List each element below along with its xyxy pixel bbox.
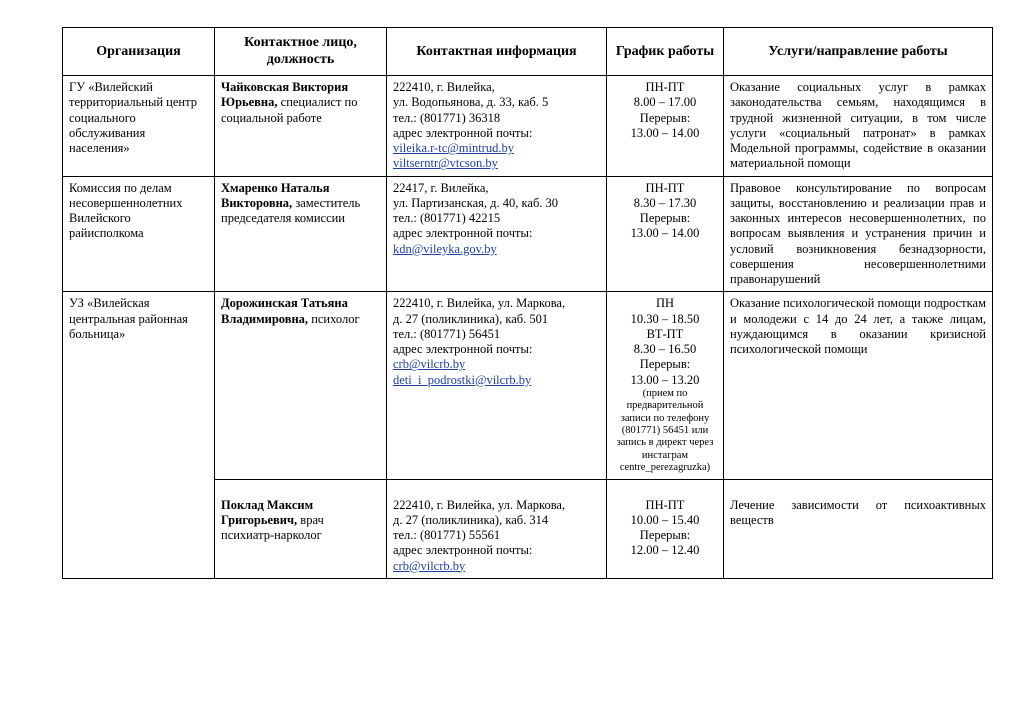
cell-contact-person bbox=[215, 479, 387, 578]
cell-organization: УЗ «Вилейская центральная районная больница» bbox=[63, 292, 215, 578]
schedule-days: ПН-ПТ bbox=[645, 180, 685, 195]
table-row bbox=[63, 176, 993, 292]
contact-address: 222410, г. Вилейка, bbox=[393, 80, 495, 95]
column-header-services: Услуги/направление работы bbox=[724, 28, 993, 76]
contact-street: д. 27 (поликлиника), каб. 314 bbox=[393, 512, 549, 527]
cell-contact-info bbox=[387, 292, 607, 479]
schedule-hours: 8.00 – 17.00 bbox=[633, 95, 697, 110]
schedule-break-label: Перерыв: bbox=[639, 110, 691, 125]
contact-email-label: адрес электронной почты: bbox=[393, 543, 533, 558]
cell-contact-info bbox=[387, 479, 607, 578]
contact-street: д. 27 (поликлиника), каб. 501 bbox=[393, 311, 549, 326]
email-link[interactable]: crb@vilcrb.by bbox=[393, 357, 466, 372]
schedule-break-hours: 13.00 – 14.00 bbox=[630, 125, 700, 140]
contact-phone: тел.: (801771) 42215 bbox=[393, 211, 501, 226]
contact-street: ул. Водопьянова, д. 33, каб. 5 bbox=[393, 95, 549, 110]
contact-phone: тел.: (801771) 56451 bbox=[393, 326, 501, 341]
cell-services bbox=[724, 479, 993, 578]
column-header-contact-info: Контактная информация bbox=[387, 28, 607, 76]
person-name: Чайковская Виктория Юрьевна, bbox=[221, 80, 349, 110]
schedule-hours: 10.30 – 18.50 bbox=[630, 311, 700, 326]
services-text: Лечение зависимости от психоактивных веществ bbox=[730, 497, 986, 527]
cell-schedule bbox=[607, 76, 724, 177]
cell-schedule bbox=[607, 176, 724, 292]
person-role: специалист по социальной работе bbox=[221, 95, 358, 125]
person-role: врач психиатр-нарколог bbox=[221, 512, 324, 543]
column-header-schedule: График работы bbox=[607, 28, 724, 76]
schedule-break-label: Перерыв: bbox=[639, 528, 691, 543]
table-row bbox=[63, 76, 993, 177]
cell-contact-person bbox=[215, 176, 387, 292]
schedule-days: ПН bbox=[655, 296, 675, 311]
cell-services: Правовое консультирование по вопросам защиты, восстановлению и реализации прав и законных интересов несовершеннолетних, по вопросам выявления и устранения причин и условий возникновения безнадзорности, совершения несовершеннолетними правонарушений bbox=[724, 176, 993, 292]
email-link[interactable]: viltserntr@vtcson.by bbox=[393, 156, 498, 171]
contact-email-label: адрес электронной почты: bbox=[393, 226, 533, 241]
contact-address: 222410, г. Вилейка, ул. Маркова, bbox=[393, 497, 566, 512]
email-link[interactable]: vileika.r-tc@mintrud.by bbox=[393, 141, 514, 156]
person-name: Дорожинская Татьяна Владимировна, bbox=[221, 296, 348, 326]
contact-email-label: адрес электронной почты: bbox=[393, 342, 533, 357]
schedule-hours: 8.30 – 17.30 bbox=[633, 195, 697, 210]
cell-services: Оказание социальных услуг в рамках законодательства семьям, находящимся в трудной жизненной ситуации, в том числе услуги «социальный патронат» в рамках Модельной программы, содействие в оказании материальной помощи bbox=[724, 76, 993, 177]
schedule-hours-2: 8.30 – 16.50 bbox=[633, 342, 697, 357]
schedule-break-hours: 12.00 – 12.40 bbox=[630, 543, 700, 558]
cell-organization: ГУ «Вилейский территориальный центр социального обслуживания населения» bbox=[63, 76, 215, 177]
table-header-row bbox=[63, 28, 993, 76]
schedule-break-label: Перерыв: bbox=[639, 357, 691, 372]
person-name: Хмаренко Наталья Викторовна, bbox=[221, 180, 330, 210]
column-header-organization: Организация bbox=[63, 28, 215, 76]
column-header-contact-person: Контактное лицо, должность bbox=[215, 28, 387, 76]
cell-contact-person bbox=[215, 76, 387, 177]
schedule-days: ПН-ПТ bbox=[645, 497, 685, 512]
schedule-break-label: Перерыв: bbox=[639, 211, 691, 226]
contact-address: 222410, г. Вилейка, ул. Маркова, bbox=[393, 296, 566, 311]
person-name: Поклад Максим Григорьевич, bbox=[221, 497, 314, 527]
schedule-days: ПН-ПТ bbox=[645, 80, 685, 95]
cell-services: Оказание психологической помощи подросткам и молодежи с 14 до 24 лет, а также лицам, нуждающимся в оказании кризисной психологической помощи bbox=[724, 292, 993, 479]
person-role: психолог bbox=[308, 311, 360, 326]
cell-contact-person bbox=[215, 292, 387, 479]
cell-schedule bbox=[607, 292, 724, 479]
cell-organization: Комиссия по делам несовершеннолетних Вилейского райисполкома bbox=[63, 176, 215, 292]
contact-phone: тел.: (801771) 36318 bbox=[393, 110, 501, 125]
table-row bbox=[63, 292, 993, 479]
email-link[interactable]: kdn@vileyka.gov.by bbox=[393, 241, 497, 256]
cell-contact-info bbox=[387, 76, 607, 177]
contacts-table bbox=[62, 27, 993, 579]
contact-street: ул. Партизанская, д. 40, каб. 30 bbox=[393, 195, 559, 210]
schedule-break-hours: 13.00 – 13.20 bbox=[630, 372, 700, 387]
schedule-note: (прием по предварительной записи по телефону (801771) 56451 или запись в директ через инстаграм centre_perezagruzka) bbox=[616, 387, 714, 474]
schedule-hours: 10.00 – 15.40 bbox=[630, 512, 700, 527]
email-link[interactable]: crb@vilcrb.by bbox=[393, 558, 466, 573]
cell-contact-info bbox=[387, 176, 607, 292]
cell-schedule bbox=[607, 479, 724, 578]
schedule-days-2: ВТ-ПТ bbox=[646, 326, 684, 341]
schedule-break-hours: 13.00 – 14.00 bbox=[630, 226, 700, 241]
person-role: заместитель председателя комиссии bbox=[221, 195, 361, 226]
email-link[interactable]: deti_i_podrostki@vilcrb.by bbox=[393, 372, 532, 387]
contact-email-label: адрес электронной почты: bbox=[393, 125, 533, 140]
contact-phone: тел.: (801771) 55561 bbox=[393, 528, 501, 543]
contact-address: 22417, г. Вилейка, bbox=[393, 180, 489, 195]
